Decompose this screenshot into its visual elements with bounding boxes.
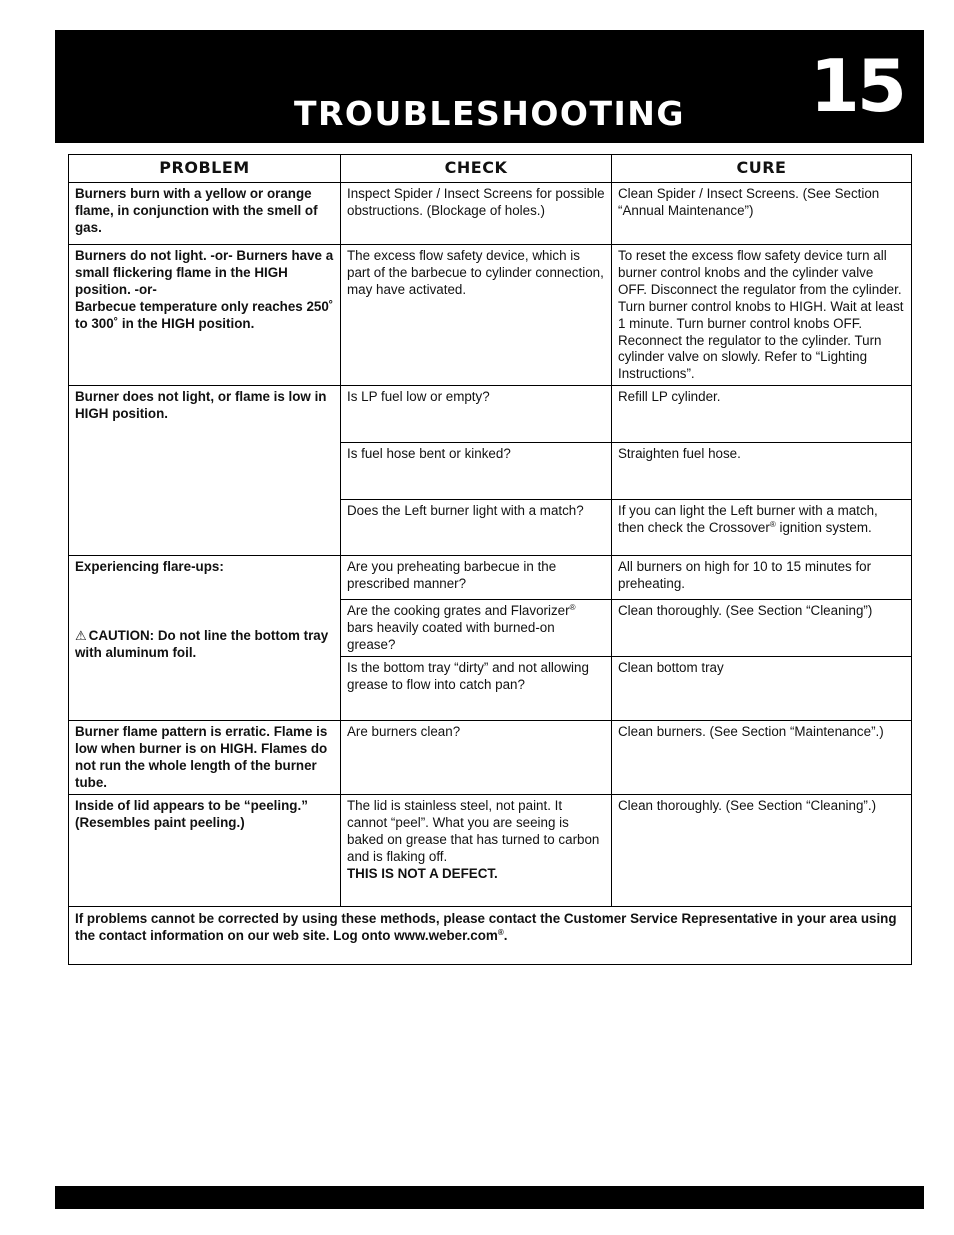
table-row [69,795,912,907]
check-cell: The excess flow safety device, which is part of the barbecue to cylinder connection, may have activated. [341,245,612,386]
cure-cell: Clean thoroughly. (See Section “Cleaning”.) [612,795,912,907]
warning-triangle-icon: ⚠ [75,627,87,643]
check-cell: Is LP fuel low or empty? [341,386,612,443]
table-row [69,556,912,600]
problem-text: Burners do not light. -or- Burners have a small flickering flame in the HIGH position. -or- [75,248,334,297]
troubleshooting-table [68,154,912,965]
registered-mark: ® [569,603,576,612]
table-row [69,245,912,386]
check-cell: Are the cooking grates and Flavorizer® bars heavily coated with burned-on grease? [341,600,612,657]
caution-note: ⚠ CAUTION: Do not line the bottom tray with aluminum foil. [75,627,329,660]
problem-cell [69,245,341,386]
cure-cell: Clean burners. (See Section “Maintenance”.) [612,721,912,795]
check-cell [341,795,612,907]
defect-note: THIS IS NOT A DEFECT. [347,865,498,881]
registered-mark: ® [769,519,776,529]
cure-cell: All burners on high for 10 to 15 minutes for preheating. [612,556,912,600]
footer-bar [55,1186,924,1209]
cure-cell: Clean Spider / Insect Screens. (See Section “Annual Maintenance”) [612,183,912,245]
page-number: 15 [809,44,904,128]
footer-note: If problems cannot be corrected by using these methods, please contact the Customer Service Representative in your area using the contact information on our web site. Log onto www.weber.com®. [69,907,912,965]
cure-cell: If you can light the Left burner with a match, then check the Crossover® ignition system. [612,500,912,556]
cure-cell: Straighten fuel hose. [612,443,912,500]
check-cell: Does the Left burner light with a match? [341,500,612,556]
column-header-problem: PROBLEM [69,155,341,183]
problem-cell: Inside of lid appears to be “peeling.” (Resembles paint peeling.) [69,795,341,907]
problem-cell: Burner does not light, or flame is low in HIGH position. [69,386,341,556]
problem-cell [69,556,341,721]
cure-cell: Clean bottom tray [612,657,912,721]
table-header-row [69,155,912,183]
table-row [69,183,912,245]
problem-cell: Burner flame pattern is erratic. Flame is low when burner is on HIGH. Flames do not run the whole length of the burner tube. [69,721,341,795]
column-header-check: CHECK [341,155,612,183]
check-cell: Are burners clean? [341,721,612,795]
page-title: TROUBLESHOOTING [294,94,685,133]
check-cell: Are you preheating barbecue in the prescribed manner? [341,556,612,600]
table-footer-row [69,907,912,965]
cure-cell: Refill LP cylinder. [612,386,912,443]
header-bar [55,30,924,143]
check-cell: Inspect Spider / Insect Screens for possible obstructions. (Blockage of holes.) [341,183,612,245]
cure-cell: To reset the excess flow safety device turn all burner control knobs and the cylinder valve OFF. Disconnect the regulator from the cylinder. Turn burner control knobs to HIGH. Wait at least 1 minute. Turn burner control knobs OFF. Reconnect the regulator to the cylinder. Turn cylinder valve on slowly. Refer to “Lighting Instructions”. [612,245,912,386]
check-text: The lid is stainless steel, not paint. It cannot “peel”. What you are seeing is baked on grease that has turned to carbon and is flaking off. [347,798,600,864]
problem-cell: Burners burn with a yellow or orange flame, in conjunction with the smell of gas. [69,183,341,245]
problem-text: Barbecue temperature only reaches 250˚ to 300˚ in the HIGH position. [75,298,334,331]
problem-text: Experiencing flare-ups: [75,559,224,574]
registered-mark: ® [497,927,504,937]
cure-cell: Clean thoroughly. (See Section “Cleaning”) [612,600,912,657]
column-header-cure: CURE [612,155,912,183]
check-cell: Is fuel hose bent or kinked? [341,443,612,500]
table-row [69,386,912,443]
check-cell: Is the bottom tray “dirty” and not allowing grease to flow into catch pan? [341,657,612,721]
table-row [69,721,912,795]
